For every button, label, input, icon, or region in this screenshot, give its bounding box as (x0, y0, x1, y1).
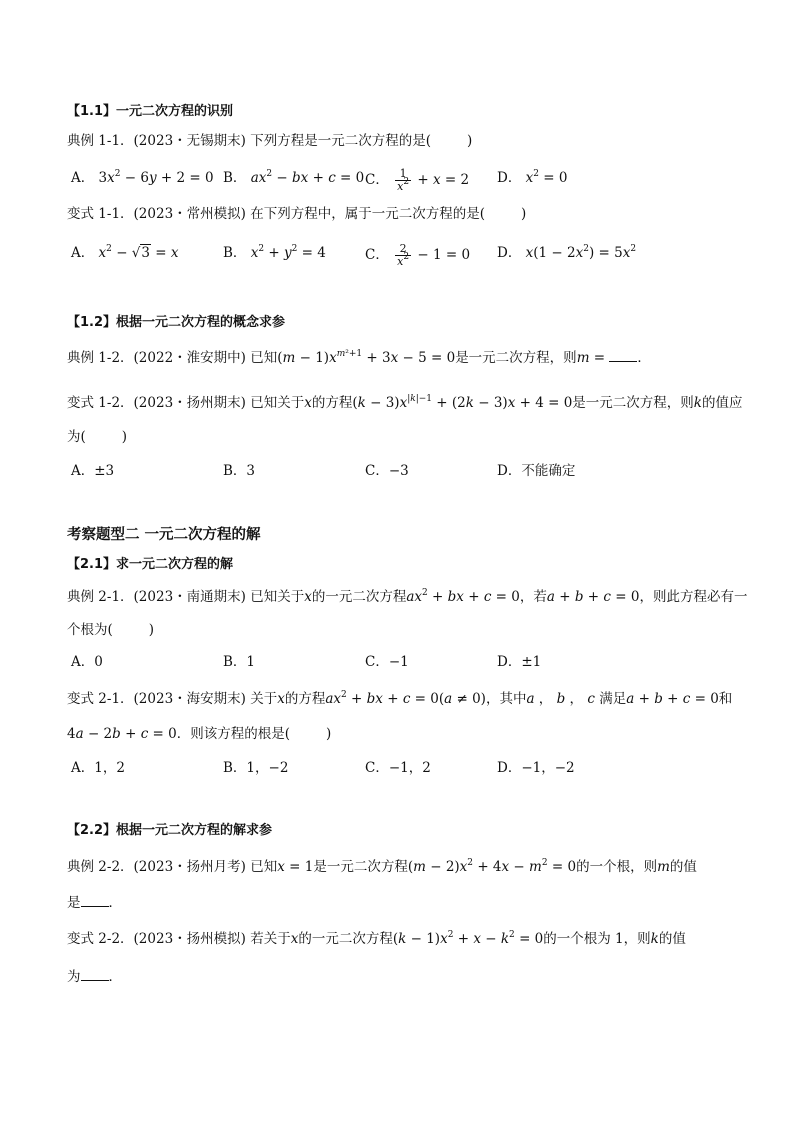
example-2-2-question-line2: 是 ． (67, 895, 122, 911)
option-b: B．1，−2 (223, 760, 289, 776)
example-1-1-question: 典例 1-1．(2023・无锡期末) 下列方程是一元二次方程的是( ) (67, 133, 473, 149)
option-d: D． $x(1 - 2x^2) = 5x^2$ (497, 244, 637, 261)
question-type-2-heading: 考察题型二 一元二次方程的解 (67, 527, 261, 543)
example-1-1-options (67, 167, 747, 193)
variant-2-2-question: 变式 2-2．(2023・扬州模拟) 若关于x的一元二次方程$(k - 1)x^2 + x - k^2 = 0$的一个根为 1，则k的值 (67, 930, 686, 947)
option-a: A．1，2 (71, 760, 125, 776)
example-2-1-options (67, 652, 747, 672)
section-2-1-heading: 【2.1】求一元二次方程的解 (67, 557, 234, 572)
option-c: C．−1，2 (365, 760, 431, 776)
option-c: C．−3 (365, 463, 409, 479)
option-c: C． $\frac{2}{x^2}$ − 1 = 0 (365, 242, 471, 268)
option-c: C． $\frac{1}{x^2}$ + x = 2 (365, 167, 470, 193)
option-a: A．±3 (71, 463, 115, 479)
example-1-2-question: 典例 1-2．(2022・淮安期中) 已知$(m - 1)x^{m^2+1} + 3x - 5 = 0$是一元二次方程，则m = ． (67, 349, 651, 366)
variant-2-1-question: 变式 2-1．(2023・海安期末) 关于x的方程$ax^2$ + bx + c = 0(a ≠ 0)，其中a ， b ， c 满足a + b + c = 0和 (67, 690, 733, 707)
section-1-2-heading: 【1.2】根据一元二次方程的概念求参 (67, 315, 286, 330)
example-2-1-question: 典例 2-1．(2023・南通期末) 已知关于x的一元二次方程$ax^2$ + bx + c = 0，若a + b + c = 0，则此方程必有一 (67, 588, 748, 605)
option-d: D．不能确定 (497, 463, 576, 479)
example-2-1-question-line2: 个根为( ) (67, 622, 155, 638)
variant-1-2-options (67, 461, 747, 481)
option-d: D． $x^2 = 0$ (497, 169, 568, 186)
option-c: C．−1 (365, 654, 409, 670)
variant-1-2-question-line2: 为( ) (67, 429, 128, 445)
example-2-2-question: 典例 2-2．(2023・扬州月考) 已知x = 1是一元二次方程$(m - 2)x^2 + 4x - m^2 = 0$的一个根，则m的值 (67, 858, 697, 875)
option-b: B．1 (223, 654, 256, 670)
variant-2-1-question-line2: 4a − 2b + c = 0．则该方程的根是( ) (67, 726, 332, 742)
option-d: D．±1 (497, 654, 542, 670)
variant-1-2-question: 变式 1-2．(2023・扬州期末) 已知关于x的方程$(k - 3)x^{|k|-1} + (2k - 3)x + 4 = 0$是一元二次方程，则k的值应 (67, 394, 743, 411)
option-b: B．3 (223, 463, 256, 479)
option-a: A．0 (71, 654, 103, 670)
option-b: B． $x^2 + y^2 = 4$ (223, 244, 326, 261)
variant-1-1-options (67, 242, 747, 268)
variant-1-1-question: 变式 1-1．(2023・常州模拟) 在下列方程中，属于一元二次方程的是( ) (67, 206, 527, 222)
section-2-2-heading: 【2.2】根据一元二次方程的解求参 (67, 823, 273, 838)
option-a: A． $3x^2 - 6y + 2 = 0$ (71, 169, 214, 186)
variant-2-2-question-line2: 为 ． (67, 969, 122, 985)
option-a: A． $x^2 - √3 = x$ (71, 244, 179, 261)
option-d: D．−1，−2 (497, 760, 575, 776)
option-b: B． $ax^2$ − bx + c = 0 (223, 169, 365, 186)
variant-2-1-options (67, 758, 747, 778)
section-1-1-heading: 【1.1】一元二次方程的识别 (67, 104, 234, 119)
